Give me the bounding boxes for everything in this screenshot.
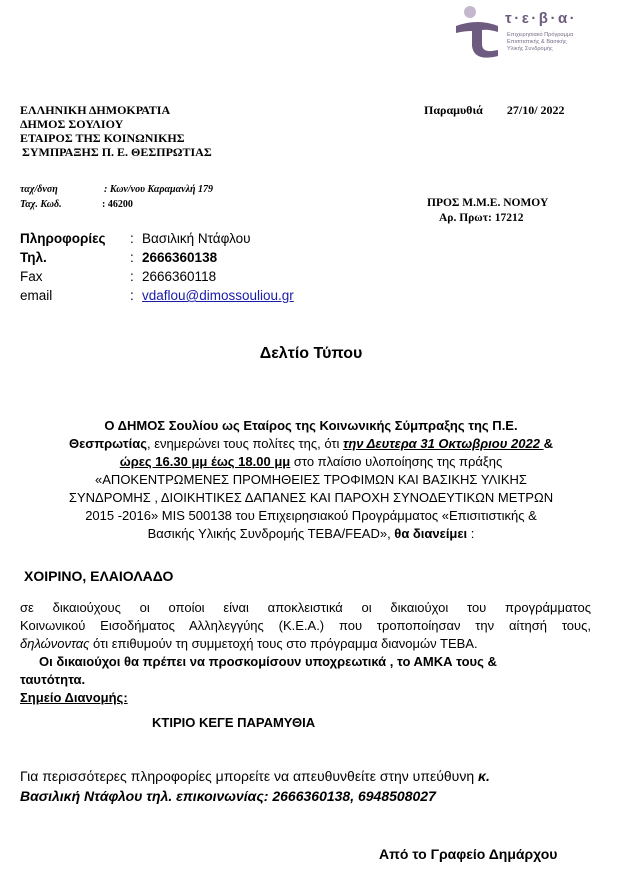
logo-subtitle-line: Επισιτιστικής & Βασικής <box>507 39 567 45</box>
recipient-block <box>427 196 548 226</box>
beneficiaries-text: ότι επιθυμούν τη συμμετοχή τους στο πρόγραμμα διανομών ΤΕΒΑ. <box>89 636 478 651</box>
contact-info-line: Βασιλική Ντάφλου τηλ. επικοινωνίας: 2666360138, 6948508027 <box>20 788 436 804</box>
email-label: email <box>20 288 53 303</box>
beneficiaries-line: Κοινωνικού Εισοδήματος Αλληλεγγύης (Κ.Ε.Α.) που τροποποίησαν την αίτησή τους, <box>20 618 591 633</box>
recipient-to: ΠΡΟΣ Μ.Μ.Ε. ΝΟΜΟΥ <box>427 197 549 209</box>
announcement-text: : <box>467 526 475 541</box>
issuer-line: ΣΥΜΠΡΑΞΗΣ Π. Ε. ΘΕΣΠΡΩΤΙΑΣ <box>22 145 212 159</box>
issuer-block <box>20 103 212 159</box>
announcement-line: Ο ΔΗΜΟΣ Σουλίου ως Εταίρος της Κοινωνικής Σύμπραξης της Π.Ε. <box>104 418 518 433</box>
requirements-line: ταυτότητα. <box>20 672 86 687</box>
announcement-line: ΣΥΝΔΡΟΜΗΣ , ΔΙΟΙΚΗΤΙΚΕΣ ΔΑΠΑΝΕΣ ΚΑΙ ΠΑΡΟΧΗ ΣΥΝΟΔΕΥΤΙΚΩΝ ΜΕΤΡΩΝ <box>68 490 554 505</box>
contact-info-paragraph <box>20 766 490 806</box>
logo-subtitle-line: Υλικής Συνδρομής <box>507 46 553 52</box>
products: ΧΟΙΡΙΝΟ, ΕΛΑΙΟΛΑΔΟ <box>24 568 174 584</box>
fax-label: Fax <box>20 269 43 284</box>
region-name: Θεσπρωτίας <box>69 436 147 451</box>
announcement-text: στο πλαίσιο υλοποίησης της πράξης <box>290 454 503 469</box>
info-label: Πληροφορίες <box>20 231 106 246</box>
announcement-line <box>20 453 602 471</box>
announcement <box>20 417 602 543</box>
tel-label: Τηλ. <box>20 250 47 265</box>
email-link[interactable]: vdaflou@dimossouliou.gr <box>142 288 294 303</box>
street-label: ταχ/δνση <box>20 184 58 195</box>
issuer-line: ΔΗΜΟΣ ΣΟΥΛΙΟΥ <box>20 117 124 131</box>
document-title: Δελτίο Τύπου <box>259 345 363 362</box>
logo-letters: τ·ε·β·α· <box>505 10 578 27</box>
place: Παραμυθιά <box>424 103 483 117</box>
beneficiaries-line <box>20 635 591 653</box>
zip-value: : 46200 <box>102 199 133 210</box>
contact-info-text: κ. <box>478 768 490 784</box>
date: 27/10/ 2022 <box>506 103 565 117</box>
announcement-text: Βασικής Υλικής Συνδρομής ΤΕΒΑ/FEAD», <box>147 526 395 541</box>
declaring: δηλώνοντας <box>20 636 90 651</box>
distribution-point: ΚΤΙΡΙΟ ΚΕΓΕ ΠΑΡΑΜΥΘΙΑ <box>152 715 316 730</box>
issuer-line: ΕΛΛΗΝΙΚΗ ΔΗΜΟΚΡΑΤΙΑ <box>20 103 171 117</box>
will-distribute: θα διανείμει <box>394 526 468 541</box>
colon: : <box>130 269 134 284</box>
colon: : <box>130 231 134 246</box>
fax-value: 2666360118 <box>142 269 217 284</box>
signature: Από το Γραφείο Δημάρχου <box>379 846 558 862</box>
distribution-point-label: Σημείο Διανομής: <box>20 690 128 705</box>
colon: : <box>130 250 134 265</box>
address-block <box>20 183 213 211</box>
zip-label: Ταχ. Κωδ. <box>20 199 62 210</box>
announcement-line: «ΑΠΟΚΕΝΤΡΩΜΕΝΕΣ ΠΡΟΜΗΘΕΙΕΣ ΤΡΟΦΙΜΩΝ ΚΑΙ ΒΑΣΙΚΗΣ ΥΛΙΚΗΣ <box>95 472 527 487</box>
beneficiaries <box>20 599 591 689</box>
announcement-line: 2015 -2016» MIS 500138 του Επιχειρησιακού Προγράμματος «Επισιτιστικής & <box>85 508 537 523</box>
announcement-text: , ενημερώνει τους πολίτες της, ότι <box>146 436 344 451</box>
street-value: : Κων/νου Καραμανλή 179 <box>104 184 214 195</box>
contact-block <box>20 229 294 305</box>
announcement-line <box>20 435 602 453</box>
place-date <box>424 103 565 117</box>
tel-value: 2666360138 <box>142 250 218 265</box>
logo-subtitle-line: Επιχειρησιακό Πρόγραμμα <box>507 32 574 38</box>
distribution-hours: ώρες 16.30 μμ έως 18.00 μμ <box>119 454 291 469</box>
ampersand: & <box>543 436 553 451</box>
beneficiaries-line: σε δικαιούχους οι οποίοι είναι αποκλειστικά οι δικαιούχοι του προγράμματος <box>20 600 591 615</box>
requirements-line: Οι δικαιούχοι θα πρέπει να προσκομίσουν υποχρεωτικά , το ΑΜΚΑ τους & <box>39 654 497 669</box>
teva-logo-icon <box>448 4 504 60</box>
issuer-line: ΕΤΑΙΡΟΣ ΤΗΣ ΚΟΙΝΩΝΙΚΗΣ <box>20 131 185 145</box>
colon: : <box>130 288 134 303</box>
contact-info-line <box>20 766 490 786</box>
distribution-date: την Δευτερα 31 Οκτωβριου 2022 <box>343 436 544 451</box>
info-value: Βασιλική Ντάφλου <box>142 231 251 246</box>
announcement-line <box>20 525 602 543</box>
logo-subtitle <box>507 32 607 53</box>
contact-info-text: Για περισσότερες πληροφορίες μπορείτε να απευθυνθείτε στην υπεύθυνη <box>20 768 479 784</box>
protocol-number: Αρ. Πρωτ: 17212 <box>439 212 524 224</box>
